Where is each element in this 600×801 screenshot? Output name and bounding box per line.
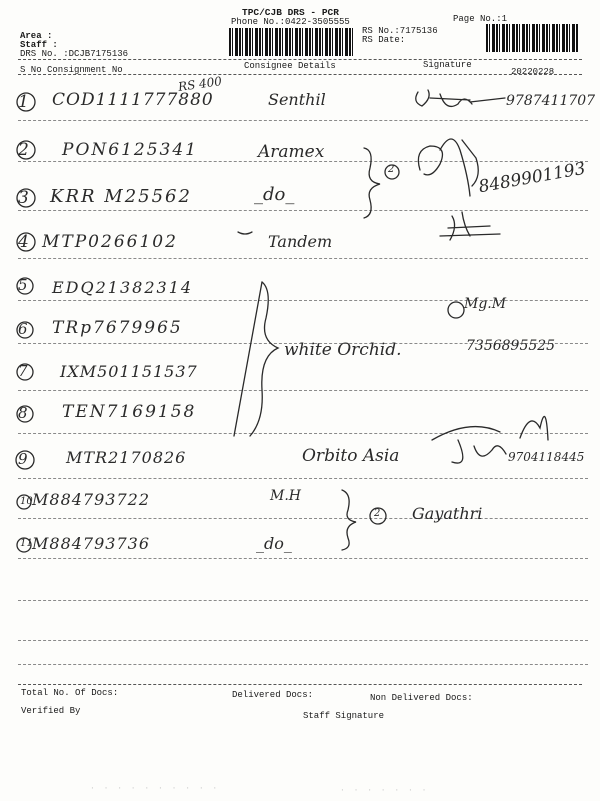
brace-mark — [364, 148, 380, 218]
row-number-circle — [17, 406, 33, 422]
row-number-circle — [16, 451, 34, 469]
header-date: 20220228 — [511, 67, 555, 77]
consignment-number: TEN7169158 — [62, 402, 197, 422]
row-number-circle — [17, 93, 35, 111]
circled-number-text: 2 — [388, 164, 395, 175]
rs-number: RS No.:7175136 — [362, 26, 438, 36]
page-number: Page No.:1 — [453, 14, 508, 24]
scan-noise: · · · · · · · — [340, 786, 429, 795]
row-number: 3 — [18, 188, 29, 208]
row-number: 10 — [20, 496, 33, 507]
consignee-name: M.H — [270, 488, 301, 504]
consignee-name: _do_ — [254, 184, 295, 205]
consignment-number: M884793736 — [32, 534, 150, 553]
handwritten-note: RS 400 — [177, 74, 223, 94]
rs-date: RS Date: — [362, 35, 406, 45]
consignee-name: Orbito Asia — [302, 446, 400, 466]
brace-mark — [342, 490, 356, 550]
consignment-number: PON6125341 — [62, 140, 198, 160]
row-number-circle — [17, 364, 33, 380]
row-number: 9 — [18, 450, 28, 468]
row-number: 6 — [18, 320, 28, 338]
staff-label: Staff : — [20, 40, 58, 50]
row-number: 4 — [18, 232, 29, 252]
brace-mark — [250, 282, 278, 436]
pen-stroke — [238, 232, 252, 234]
consignment-number: EDQ21382314 — [52, 278, 194, 297]
row-number-circle — [17, 141, 35, 159]
row-number-circle — [17, 233, 35, 251]
consignment-number: KRR M25562 — [50, 186, 192, 207]
phone-number: Phone No.:0422-3505555 — [231, 17, 350, 27]
consignee-name: Aramex — [258, 142, 325, 162]
consignee-name: Senthil — [268, 90, 326, 109]
row-number-circle — [17, 189, 35, 207]
phone-number-handwritten: 9787411707 — [506, 93, 596, 109]
consignee-name: white Orchid. — [284, 340, 402, 360]
verified-by-label: Verified By — [21, 706, 81, 716]
consignment-number: TRp7679965 — [52, 318, 183, 338]
signature-loop — [448, 302, 464, 318]
consignee-name: Tandem — [268, 232, 333, 251]
phone-number-handwritten: 9704118445 — [508, 450, 585, 464]
consignment-number: MTR2170826 — [66, 448, 187, 467]
total-docs-label: Total No. Of Docs: — [21, 688, 119, 698]
column-header-signature: Signature — [423, 60, 472, 70]
drs-number: DRS No. :DCJB7175136 — [20, 49, 129, 59]
document-title: TPC/CJB DRS - PCR — [242, 7, 339, 18]
column-header-consignment: S No Consignment No — [20, 65, 123, 75]
delivered-docs-label: Delivered Docs: — [232, 690, 314, 700]
signature-scribble — [416, 90, 505, 106]
column-header-consignee: Consignee Details — [244, 61, 336, 71]
area-label: Area : — [20, 31, 53, 41]
signature-scribble — [418, 139, 478, 196]
consignment-number: M884793722 — [32, 490, 150, 509]
circled-number-text: 2 — [374, 508, 381, 519]
row-number: 5 — [18, 276, 28, 294]
row-number: 8 — [18, 404, 28, 422]
consignee-name: _do_ — [256, 534, 292, 553]
row-number: 2 — [18, 140, 29, 160]
row-number-circle — [17, 495, 31, 509]
signature-scribble — [440, 212, 500, 240]
signature-text: Mg.M — [464, 296, 507, 312]
row-number-circle — [17, 278, 33, 294]
row-number: 11 — [20, 538, 33, 549]
staff-signature-label: Staff Signature — [303, 711, 385, 721]
consignment-number: MTP0266102 — [42, 232, 178, 252]
phone-number-handwritten: 8489901193 — [477, 158, 588, 198]
non-delivered-docs-label: Non Delivered Docs: — [370, 693, 473, 703]
row-number-circle — [17, 322, 33, 338]
row-number-circle — [17, 538, 31, 552]
consignment-number: COD1111777880 — [52, 90, 214, 110]
signature-text: Gayathri — [412, 504, 483, 523]
signature-scribble — [432, 416, 548, 463]
consignment-number: IXM501151537 — [60, 362, 198, 381]
row-number: 1 — [18, 92, 29, 112]
scan-noise: · · · · · · · · · · — [90, 784, 220, 793]
row-number: 7 — [18, 362, 28, 380]
brace-mark — [234, 282, 262, 436]
phone-number-handwritten: 7356895525 — [466, 338, 556, 354]
